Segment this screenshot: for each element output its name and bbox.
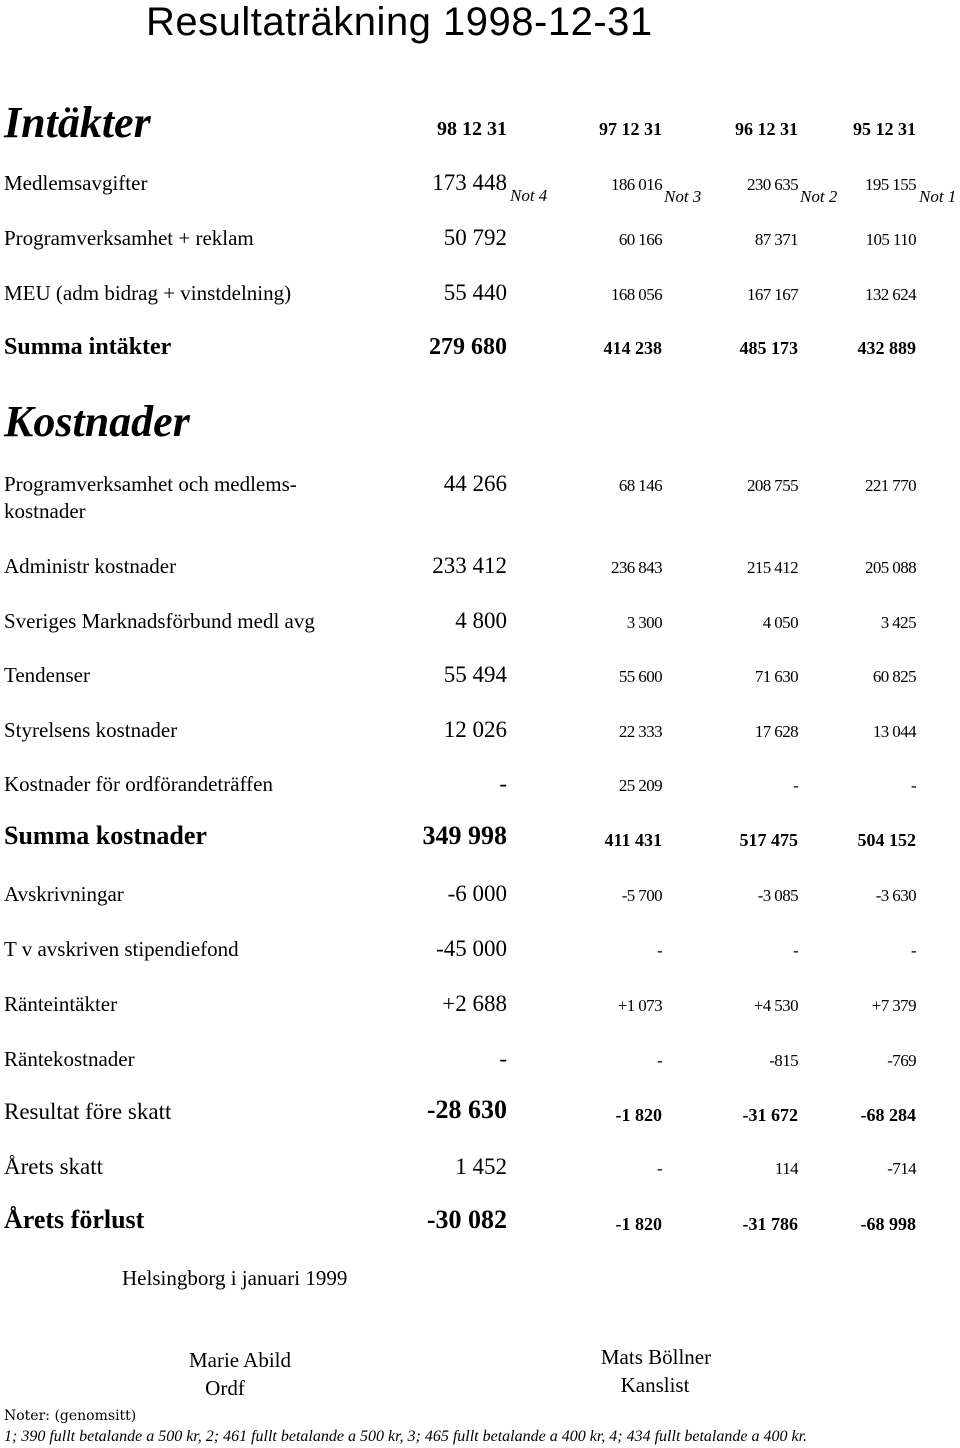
- value-96: 71 630: [754, 667, 798, 686]
- value-97: 168 056: [610, 285, 662, 304]
- row-label-ordforandetraffen: Kostnader för ordförandeträffen: [4, 772, 273, 796]
- value-96: 87 371: [754, 230, 798, 249]
- value-97: 25 209: [618, 776, 662, 795]
- row-label-summa-intakter: Summa intäkter: [4, 334, 172, 360]
- income-heading: Intäkter: [4, 98, 151, 147]
- total-value-97: 411 431: [604, 830, 662, 850]
- value-96: -: [792, 941, 798, 960]
- result-value-97: -1 820: [615, 1214, 662, 1234]
- footnote-heading: Noter: (genomsitt): [4, 1408, 137, 1424]
- note-label: Not 3: [664, 187, 702, 206]
- row-label-avskrivningar: Avskrivningar: [4, 882, 124, 906]
- total-value-95: 504 152: [857, 830, 916, 850]
- result-value-95: -68 998: [860, 1214, 916, 1234]
- value-95: 132 624: [864, 285, 916, 304]
- value-98: 12 026: [443, 717, 507, 742]
- value-95: -: [910, 941, 916, 960]
- value-97: 3 300: [626, 613, 662, 632]
- value-96: 17 628: [754, 722, 798, 741]
- value-98: 55 440: [443, 280, 507, 305]
- tax-value-96: 114: [774, 1159, 798, 1178]
- value-95: 105 110: [865, 230, 916, 249]
- value-97: 68 146: [618, 476, 662, 495]
- note-label: Not 4: [510, 186, 548, 205]
- value-97: -: [656, 941, 662, 960]
- value-97: +1 073: [617, 996, 662, 1015]
- column-header-98: 98 12 31: [437, 118, 507, 140]
- tax-value-97: -: [656, 1159, 662, 1178]
- total-value-97: 414 238: [603, 338, 662, 358]
- value-96: +4 530: [753, 996, 798, 1015]
- note-label: Not 1: [919, 187, 957, 206]
- row-label-summa-kostnader: Summa kostnader: [4, 821, 207, 850]
- row-label-meu: MEU (adm bidrag + vinstdelning): [4, 281, 292, 305]
- value-96: 208 755: [746, 476, 798, 495]
- value-95: 205 088: [864, 558, 916, 577]
- value-98: -: [499, 771, 507, 796]
- value-95: +7 379: [871, 996, 916, 1015]
- value-98: -: [499, 1046, 507, 1071]
- note-label: Not 2: [800, 187, 838, 206]
- value-96: 167 167: [746, 285, 798, 304]
- total-value-95: 432 889: [857, 338, 916, 358]
- value-97: 22 333: [618, 722, 662, 741]
- value-95: 13 044: [872, 722, 916, 741]
- value-95: -: [910, 776, 916, 795]
- result-value-98: -30 082: [426, 1205, 507, 1234]
- row-label-continuation: kostnader: [4, 499, 86, 523]
- tax-value-95: -714: [887, 1159, 916, 1178]
- value-97: 186 016: [610, 175, 662, 194]
- value-98: 233 412: [432, 553, 507, 578]
- pretax-value-97: -1 820: [615, 1105, 662, 1125]
- column-header-97: 97 12 31: [599, 119, 662, 139]
- value-96: 215 412: [746, 558, 798, 577]
- value-98: 50 792: [443, 225, 507, 250]
- signature-name: Marie Abild: [188, 1348, 292, 1372]
- row-label-rantekostnader: Räntekostnader: [4, 1047, 135, 1071]
- value-98: 55 494: [443, 662, 507, 687]
- value-95: 60 825: [872, 667, 916, 686]
- total-value-96: 485 173: [739, 338, 798, 358]
- value-95: 221 770: [864, 476, 916, 495]
- row-label-resultat-fore-skatt: Resultat före skatt: [4, 1099, 172, 1124]
- value-97: -5 700: [621, 886, 662, 905]
- value-96: 4 050: [762, 613, 798, 632]
- value-95: -3 630: [875, 886, 916, 905]
- value-96: 230 635: [746, 175, 798, 194]
- result-value-96: -31 786: [742, 1214, 798, 1234]
- value-96: -3 085: [757, 886, 798, 905]
- signature-name: Mats Böllner: [600, 1345, 712, 1369]
- total-value-98: 349 998: [422, 821, 507, 850]
- value-96: -815: [769, 1051, 798, 1070]
- costs-heading: Kostnader: [4, 397, 190, 446]
- value-98: 44 266: [443, 471, 507, 496]
- value-98: -6 000: [447, 881, 507, 906]
- pretax-value-98: -28 630: [426, 1095, 507, 1124]
- total-value-96: 517 475: [739, 830, 798, 850]
- value-97: -: [656, 1051, 662, 1070]
- value-98: 173 448: [432, 170, 507, 195]
- value-98: +2 688: [442, 991, 507, 1016]
- value-97: 55 600: [618, 667, 662, 686]
- value-95: -769: [887, 1051, 916, 1070]
- tax-value-98: 1 452: [455, 1154, 507, 1179]
- row-label-programverksamhet-medlemskostnader: Programverksamhet och medlems-: [4, 472, 297, 496]
- place-date: Helsingborg i januari 1999: [122, 1266, 348, 1290]
- value-95: 3 425: [880, 613, 916, 632]
- page-title: Resultaträkning 1998-12-31: [146, 0, 653, 44]
- total-value-98: 279 680: [429, 334, 507, 360]
- row-label-ranteintakter: Ränteintäkter: [4, 992, 118, 1016]
- row-label-tendenser: Tendenser: [4, 663, 90, 687]
- signature-role: Ordf: [205, 1376, 245, 1400]
- pretax-value-96: -31 672: [742, 1105, 798, 1125]
- row-label-administr: Administr kostnader: [4, 554, 177, 578]
- value-96: -: [792, 776, 798, 795]
- value-98: -45 000: [436, 936, 507, 961]
- value-95: 195 155: [864, 175, 916, 194]
- signature-role: Kanslist: [620, 1373, 690, 1397]
- row-label-styrelsens-kostnader: Styrelsens kostnader: [4, 718, 178, 742]
- column-header-96: 96 12 31: [735, 119, 798, 139]
- row-label-programverksamhet: Programverksamhet + reklam: [4, 226, 254, 250]
- value-98: 4 800: [455, 608, 507, 633]
- row-label-arets-forlust: Årets förlust: [4, 1205, 145, 1234]
- row-label-medlemsavgifter: Medlemsavgifter: [4, 171, 148, 195]
- footnote-text: 1; 390 fullt betalande a 500 kr, 2; 461 fullt betalande a 500 kr, 3; 465 fullt betalande a 400 kr, 4; 434 fullt betalande a 400 kr.: [4, 1428, 808, 1445]
- value-97: 60 166: [618, 230, 662, 249]
- column-header-95: 95 12 31: [853, 119, 916, 139]
- value-97: 236 843: [610, 558, 662, 577]
- row-label-stipendiefond: T v avskriven stipendiefond: [4, 937, 239, 961]
- pretax-value-95: -68 284: [860, 1105, 916, 1125]
- row-label-sveriges-marknadsforbund: Sveriges Marknadsförbund medl avg: [4, 609, 315, 633]
- row-label-arets-skatt: Årets skatt: [4, 1154, 104, 1179]
